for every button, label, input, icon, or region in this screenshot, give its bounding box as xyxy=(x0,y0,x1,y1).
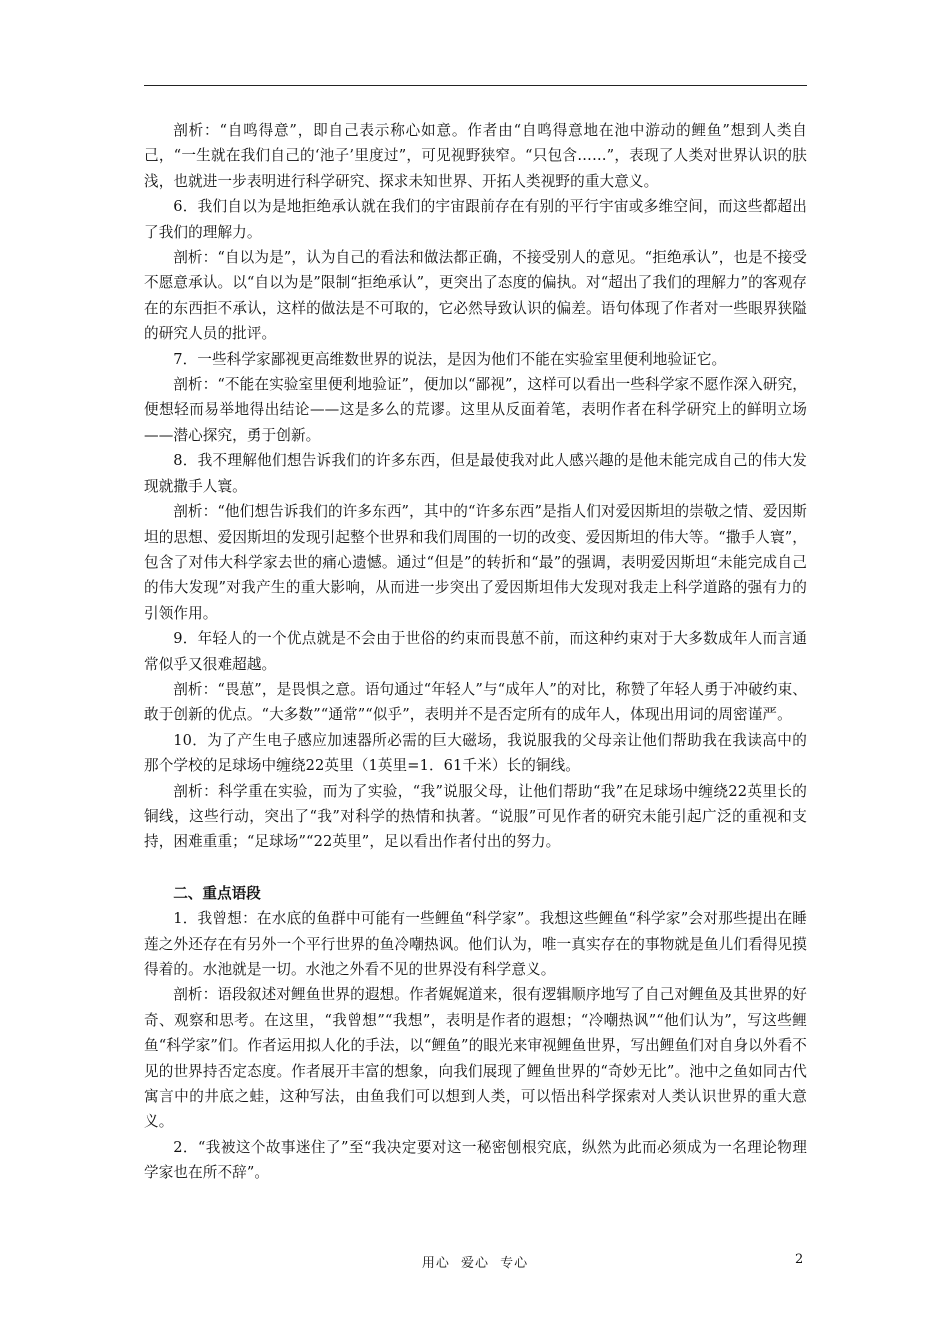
key-passage-1: 1．我曾想：在水底的鱼群中可能有一些鲤鱼“科学家”。我想这些鲤鱼“科学家”会对那些提出在睡莲之外还存在有另外一个平行世界的鱼冷嘲热讽。他们认为，唯一真实存在的事物就是鱼儿们看得见摸得着的。水池就是一切。水池之外看不见的世界没有科学意义。 xyxy=(144,910,807,978)
sentence-10: 10．为了产生电子感应加速器所必需的巨大磁场，我说服我的父母亲让他们帮助我在我读高中的那个学校的足球场中缠绕22英里（1英里=1．61千米）长的铜线。 xyxy=(144,731,807,775)
analysis-paragraph: 剖析：“自鸣得意”，即自己表示称心如意。作者由“自鸣得意地在池中游动的鲤鱼”想到人类自己，“一生就在我们自己的‘池子’里度过”，可见视野狭窄。“只包含……”，表现了人类对世界认识的肤浅，也就进一步表明进行科学研究、探求未知世界、开拓人类视野的重大意义。 xyxy=(144,122,807,190)
sentence-7: 7．一些科学家鄙视更高维数世界的说法，是因为他们不能在实验室里便利地验证它。 xyxy=(173,350,727,368)
document-body xyxy=(144,118,807,1186)
footer-motto: 用心 爱心 专心 xyxy=(421,1256,529,1271)
header-rule xyxy=(144,85,807,86)
analysis-paragraph: 剖析：“他们想告诉我们的许多东西”，其中的“许多东西”是指人们对爱因斯坦的崇敬之情、爱因斯坦的思想、爱因斯坦的发现引起整个世界和我们周围的一切的改变、爱因斯坦的伟大等。“撒手人寰”，包含了对伟大科学家去世的痛心遗憾。通过“但是”的转折和“最”的强调，表明爱因斯坦“未能完成自己的伟大发现”对我产生的重大影响，从而进一步突出了爱因斯坦伟大发现对我走上科学道路的强有力的引领作用。 xyxy=(144,503,807,622)
page-number: 2 xyxy=(795,1252,804,1267)
analysis-paragraph: 剖析：“不能在实验室里便利地验证”，便加以“鄙视”，这样可以看出一些科学家不愿作深入研究，便想轻而易举地得出结论——这是多么的荒谬。这里从反面着笔，表明作者在科学研究上的鲜明立场——潜心探究，勇于创新。 xyxy=(144,376,807,444)
analysis-paragraph: 剖析：科学重在实验，而为了实验，“我”说服父母，让他们帮助“我”在足球场中缠绕22英里长的铜线，这些行动，突出了“我”对科学的热情和执著。“说服”可见作者的研究未能引起广泛的重视和支持，困难重重；“足球场”“22英里”，足以看出作者付出的努力。 xyxy=(144,782,807,851)
sentence-8: 8．我不理解他们想告诉我们的许多东西，但是最使我对此人感兴趣的是他未能完成自己的伟大发现就撒手人寰。 xyxy=(144,452,807,495)
analysis-paragraph: 剖析：“自以为是”，认为自己的看法和做法都正确，不接受别人的意见。“拒绝承认”，也是不接受不愿意承认。以“自以为是”限制“拒绝承认”，更突出了态度的偏执。对“超出了我们的理解力”的客观存在的东西拒不承认，这样的做法是不可取的，它必然导致认识的偏差。语句体现了作者对一些眼界狭隘的研究人员的批评。 xyxy=(144,249,807,343)
key-passage-2: 2．“我被这个故事迷住了”至“我决定要对这一秘密刨根究底，纵然为此而必须成为一名理论物理学家也在所不辞”。 xyxy=(144,1138,807,1182)
section-heading: 二、重点语段 xyxy=(173,884,261,902)
analysis-paragraph: 剖析：“畏葸”，是畏惧之意。语句通过“年轻人”与“成年人”的对比，称赞了年轻人勇于冲破约束、敢于创新的优点。“大多数”“通常”“似乎”，表明并不是否定所有的成年人，体现出用词的周密谨严。 xyxy=(144,680,807,724)
analysis-paragraph: 剖析：语段叙述对鲤鱼世界的遐想。作者娓娓道来，很有逻辑顺序地写了自己对鲤鱼及其世界的好奇、观察和思考。在这里，“我曾想”“我想”，表明是作者的遐想；“冷嘲热讽”“他们认为”，写这些鲤鱼“科学家”们。作者运用拟人化的手法，以“鲤鱼”的眼光来审视鲤鱼世界，写出鲤鱼们对自身以外看不见的世界持否定态度。作者展开丰富的想象，向我们展现了鲤鱼世界的“奇妙无比”。池中之鱼如同古代寓言中的井底之蛙，这种写法，由鱼我们可以想到人类，可以悟出科学探索对人类认识世界的重大意义。 xyxy=(144,986,807,1131)
sentence-9: 9．年轻人的一个优点就是不会由于世俗的约束而畏葸不前，而这种约束对于大多数成年人而言通常似乎又很难超越。 xyxy=(144,630,807,673)
sentence-6: 6．我们自以为是地拒绝承认就在我们的宇宙跟前存在有别的平行宇宙或多维空间，而这些都超出了我们的理解力。 xyxy=(144,198,807,241)
